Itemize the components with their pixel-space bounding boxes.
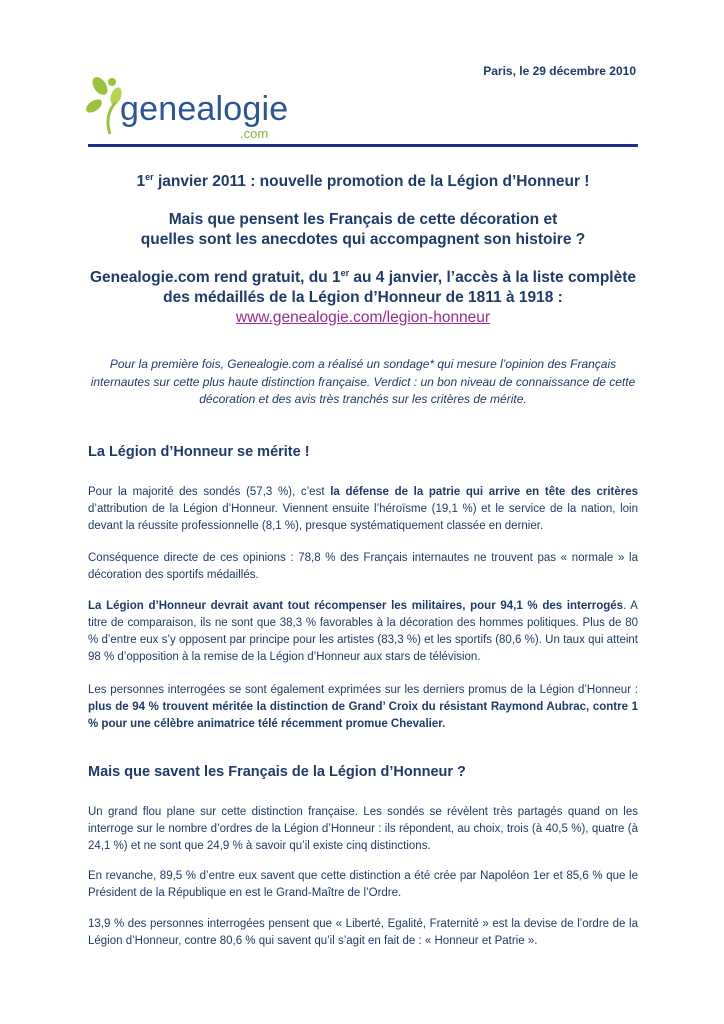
section-title-merite: La Légion d’Honneur se mérite ! <box>88 444 310 460</box>
paragraph: 13,9 % des personnes interrogées pensent que « Liberté, Egalité, Fraternité » est la devise de l’ordre de la Légion d’Honneur, contre 80,6 % qui savent qu’il s’agit en fait de : « Honneur et Patrie ». <box>88 918 638 947</box>
intro-paragraph: Pour la première fois, Genealogie.com a réalisé un sondage* qui mesure l’opinion des Français internautes sur cette plus haute distinction française. Verdict : un bon niveau de connaissance de cette décoration et des avis très tranchés sur les critères de mérite. <box>90 357 636 406</box>
genealogie-logo <box>86 74 306 146</box>
logo-suffix: .com <box>240 126 269 141</box>
headline-main: 1er janvier 2011 : nouvelle promotion de la Légion d’Honneur ! <box>136 172 590 190</box>
section-title-savoir: Mais que savent les Français de la Légion d’Honneur ? <box>88 764 466 780</box>
logo-wordmark: genealogie <box>120 90 289 128</box>
headline-offer: Genealogie.com rend gratuit, du 1er au 4 janvier, l’accès à la liste complète des médaillés de la Légion d’Honneur de 1811 à 1918 : www.genealogie.com/legion-honneur <box>89 268 637 326</box>
paragraph: En revanche, 89,5 % d’entre eux savent que cette distinction a été crée par Napoléon 1er et 85,6 % que le Président de la République en est le Grand-Maître de l’Ordre. <box>88 870 638 899</box>
headline-block <box>88 172 638 328</box>
paragraph: La Légion d’Honneur devrait avant tout récompenser les militaires, pour 94,1 % des interrogés. A titre de comparaison, ils ne sont que 38,3 % favorables à la décoration des hommes politiques. Plus de 80 % d’entre eux s’y opposent par principe pour les artistes (83,3 %) et les sportifs (80,6 %). Un taux qui atteint 98 % d’opposition à la remise de la Légion d’Honneur aux stars de télévision. <box>88 600 638 663</box>
header-divider <box>88 144 638 147</box>
headline-question: Mais que pensent les Français de cette décoration et quelles sont les anecdotes qui accompagnent son histoire ? <box>140 211 586 248</box>
paragraph: Les personnes interrogées se sont également exprimées sur les derniers promus de la Légion d’Honneur : plus de 94 % trouvent méritée la distinction de Grand’ Croix du résistant Raymond Aubrac, contre 1 % pour une célèbre animatrice télé récemment promue Chevalier. <box>88 684 638 730</box>
paragraph: Conséquence directe de ces opinions : 78,8 % des Français internautes ne trouvent pas « normale » la décoration des sportifs médaillés. <box>88 552 638 581</box>
legion-honneur-link[interactable]: www.genealogie.com/legion-honneur <box>235 309 491 326</box>
paragraph: Pour la majorité des sondés (57,3 %), c’est la défense de la patrie qui arrive en tête des critères d’attribution de la Légion d’Honneur. Viennent ensuite l’héroïsme (19,1 %) et le service de la nation, loin devant la réussite professionnelle (8,1 %), presque systématiquement classée en dernier. <box>88 486 639 532</box>
paragraph: Un grand flou plane sur cette distinction française. Les sondés se révèlent très partagés quand on les interroge sur le nombre d’ordres de la Légion d’Honneur : ils répondent, au choix, trois (à 40,5 %), quatre (à 24,1 %) et ne sont que 24,9 % à savoir qu’il existe cinq distinctions. <box>88 806 638 852</box>
release-date: Paris, le 29 décembre 2010 <box>483 64 636 78</box>
